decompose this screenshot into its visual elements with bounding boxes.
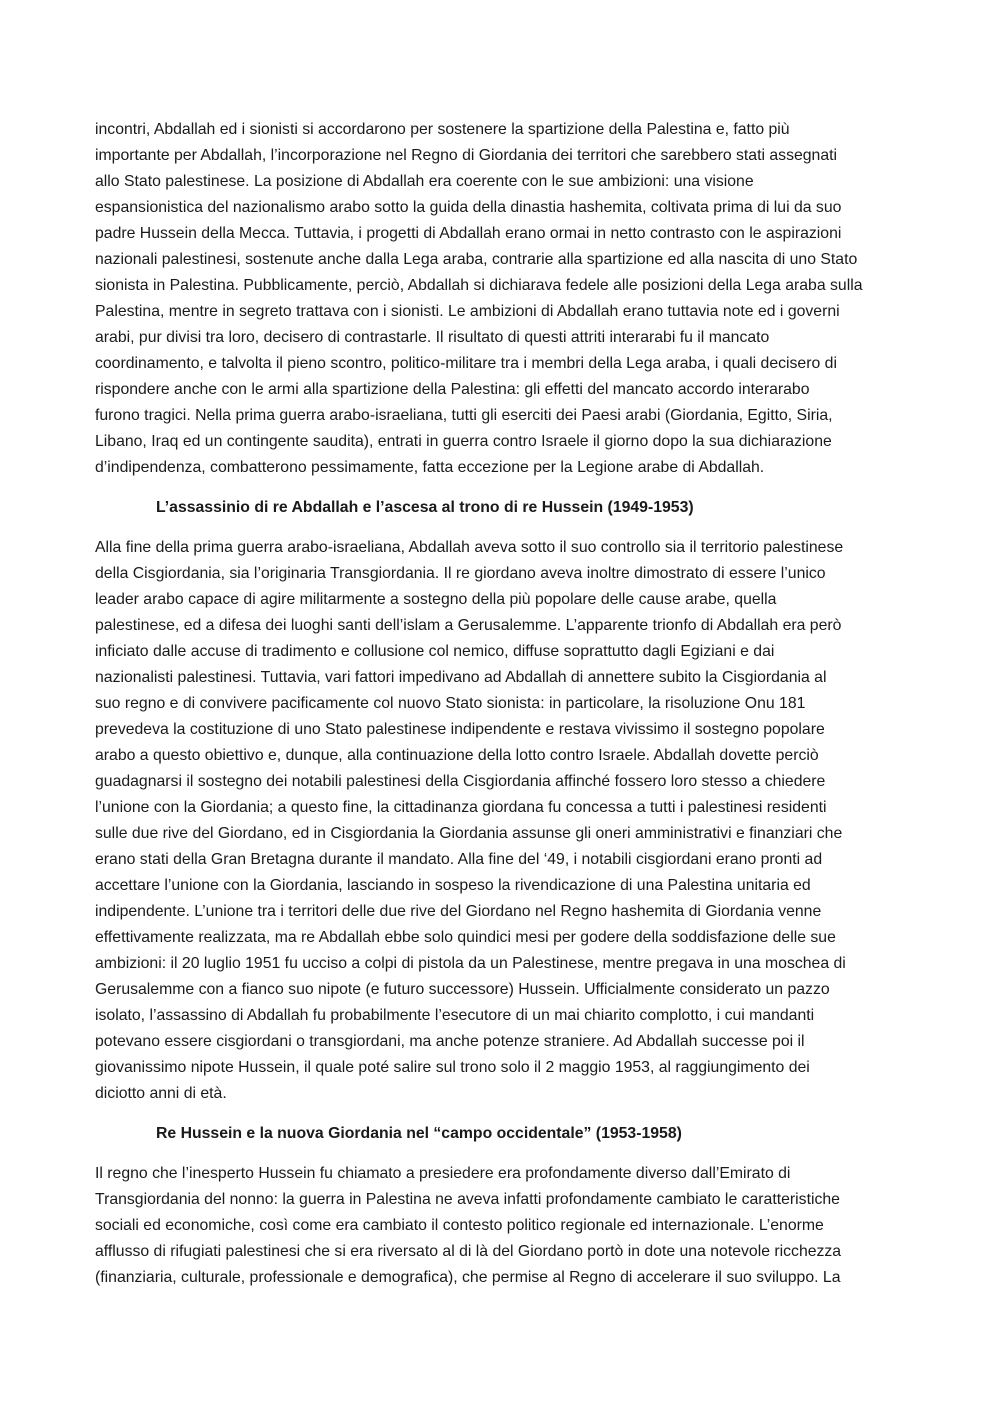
text-line: espansionistica del nazionalismo arabo sotto la guida della dinastia hashemita, coltivata prima di lui da suo	[95, 199, 842, 216]
text-line: potevano essere cisgiordani o transgiordani, ma anche potenze straniere. Ad Abdallah successe poi il	[95, 1033, 805, 1050]
text-line: inficiato dalle accuse di tradimento e collusione col nemico, diffuse soprattutto dagli Egiziani e dai	[95, 643, 775, 660]
text-line: Libano, Iraq ed un contingente saudita), entrati in guerra contro Israele il giorno dopo la sua dichiarazione	[95, 433, 832, 450]
text-line: d’indipendenza, combatterono pessimamente, fatta eccezione per la Legione arabe di Abdallah.	[95, 459, 765, 476]
text-line: Alla fine della prima guerra arabo-israeliana, Abdallah aveva sotto il suo controllo sia il territorio palestinese	[95, 539, 844, 556]
text-line: prevedeva la costituzione di uno Stato palestinese indipendente e restava vivissimo il sostegno popolare	[95, 721, 825, 738]
text-line: arabi, pur divisi tra loro, decisero di contrastarle. Il risultato di questi attriti interarabi fu il mancato	[95, 329, 770, 346]
section-heading-assassination: L’assassinio di re Abdallah e l’ascesa al trono di re Hussein (1949-1953)	[156, 499, 694, 516]
text-line: isolato, l’assassino di Abdallah fu probabilmente l’esecutore di un mai chiarito complotto, i cui mandanti	[95, 1007, 815, 1024]
text-line: (finanziaria, culturale, professionale e demografica), che permise al Regno di accelerare il suo sviluppo. La	[95, 1269, 841, 1286]
text-line: Palestina, mentre in segreto trattava con i sionisti. Le ambizioni di Abdallah erano tuttavia note ed i governi	[95, 303, 840, 320]
text-line: l’unione con la Giordania; a questo fine, la cittadinanza giordana fu concessa a tutti i palestinesi residenti	[95, 799, 827, 816]
text-line: leader arabo capace di agire militarmente a sostegno della più popolare delle cause arabe, quella	[95, 591, 777, 608]
text-line: palestinese, ed a difesa dei luoghi santi dell’islam a Gerusalemme. L’apparente trionfo di Abdallah era però	[95, 617, 842, 634]
text-line: giovanissimo nipote Hussein, il quale poté salire sul trono solo il 2 maggio 1953, al raggiungimento dei	[95, 1059, 810, 1076]
text-line: incontri, Abdallah ed i sionisti si accordarono per sostenere la spartizione della Palestina e, fatto più	[95, 121, 790, 138]
text-line: sociali ed economiche, così come era cambiato il contesto politico regionale ed internazionale. L’enorme	[95, 1217, 824, 1234]
text-line: Il regno che l’inesperto Hussein fu chiamato a presiedere era profondamente diverso dall’Emirato di	[95, 1165, 791, 1182]
page-content	[95, 117, 907, 1291]
text-line: allo Stato palestinese. La posizione di Abdallah era coerente con le sue ambizioni: una visione	[95, 173, 754, 190]
text-line: effettivamente realizzata, ma re Abdallah ebbe solo quindici mesi per godere della soddisfazione delle sue	[95, 929, 836, 946]
text-line: diciotto anni di età.	[95, 1085, 227, 1102]
text-line: padre Hussein della Mecca. Tuttavia, i progetti di Abdallah erano ormai in netto contrasto con le aspirazioni	[95, 225, 842, 242]
text-line: nazionali palestinesi, sostenute anche dalla Lega araba, contrarie alla spartizione ed alla nascita di uno Stato	[95, 251, 858, 268]
section-heading-hussein: Re Hussein e la nuova Giordania nel “campo occidentale” (1953-1958)	[156, 1125, 682, 1142]
text-line: nazionalisti palestinesi. Tuttavia, vari fattori impedivano ad Abdallah di annettere subito la Cisgiordania al	[95, 669, 827, 686]
paragraph-1	[95, 117, 907, 481]
text-line: arabo a questo obiettivo e, dunque, alla continuazione della lotto contro Israele. Abdallah dovette perciò	[95, 747, 819, 764]
text-line: guadagnarsi il sostegno dei notabili palestinesi della Cisgiordania affinché fossero loro stesso a chiedere	[95, 773, 826, 790]
text-line: coordinamento, e talvolta il pieno scontro, politico-militare tra i membri della Lega araba, i quali decisero di	[95, 355, 837, 372]
text-line: Transgiordania del nonno: la guerra in Palestina ne aveva infatti profondamente cambiato le caratteristiche	[95, 1191, 840, 1208]
text-line: Gerusalemme con a fianco suo nipote (e futuro successore) Hussein. Ufficialmente considerato un pazzo	[95, 981, 830, 998]
text-line: accettare l’unione con la Giordania, lasciando in sospeso la rivendicazione di una Palestina unitaria ed	[95, 877, 811, 894]
text-line: sionista in Palestina. Pubblicamente, perciò, Abdallah si dichiarava fedele alle posizioni della Lega araba sulla	[95, 277, 863, 294]
text-line: indipendente. L’unione tra i territori delle due rive del Giordano nel Regno hashemita di Giordania venne	[95, 903, 822, 920]
paragraph-3	[95, 1161, 907, 1291]
text-line: afflusso di rifugiati palestinesi che si era riversato al di là del Giordano portò in dote una notevole ricchezza	[95, 1243, 842, 1260]
text-line: importante per Abdallah, l’incorporazione nel Regno di Giordania dei territori che sarebbero stati assegnati	[95, 147, 838, 164]
text-line: suo regno e di convivere pacificamente col nuovo Stato sionista: in particolare, la risoluzione Onu 181	[95, 695, 806, 712]
text-line: erano stati della Gran Bretagna durante il mandato. Alla fine del ‘49, i notabili cisgiordani erano pronti ad	[95, 851, 823, 868]
text-line: furono tragici. Nella prima guerra arabo-israeliana, tutti gli eserciti dei Paesi arabi (Giordania, Egitto, Siria,	[95, 407, 833, 424]
text-line: sulle due rive del Giordano, ed in Cisgiordania la Giordania assunse gli oneri amministrativi e finanziari che	[95, 825, 843, 842]
paragraph-2	[95, 535, 907, 1107]
text-line: rispondere anche con le armi alla spartizione della Palestina: gli effetti del mancato accordo interarabo	[95, 381, 810, 398]
text-line: della Cisgiordania, sia l’originaria Transgiordania. Il re giordano aveva inoltre dimostrato di essere l’unico	[95, 565, 826, 582]
text-line: ambizioni: il 20 luglio 1951 fu ucciso a colpi di pistola da un Palestinese, mentre pregava in una moschea di	[95, 955, 846, 972]
